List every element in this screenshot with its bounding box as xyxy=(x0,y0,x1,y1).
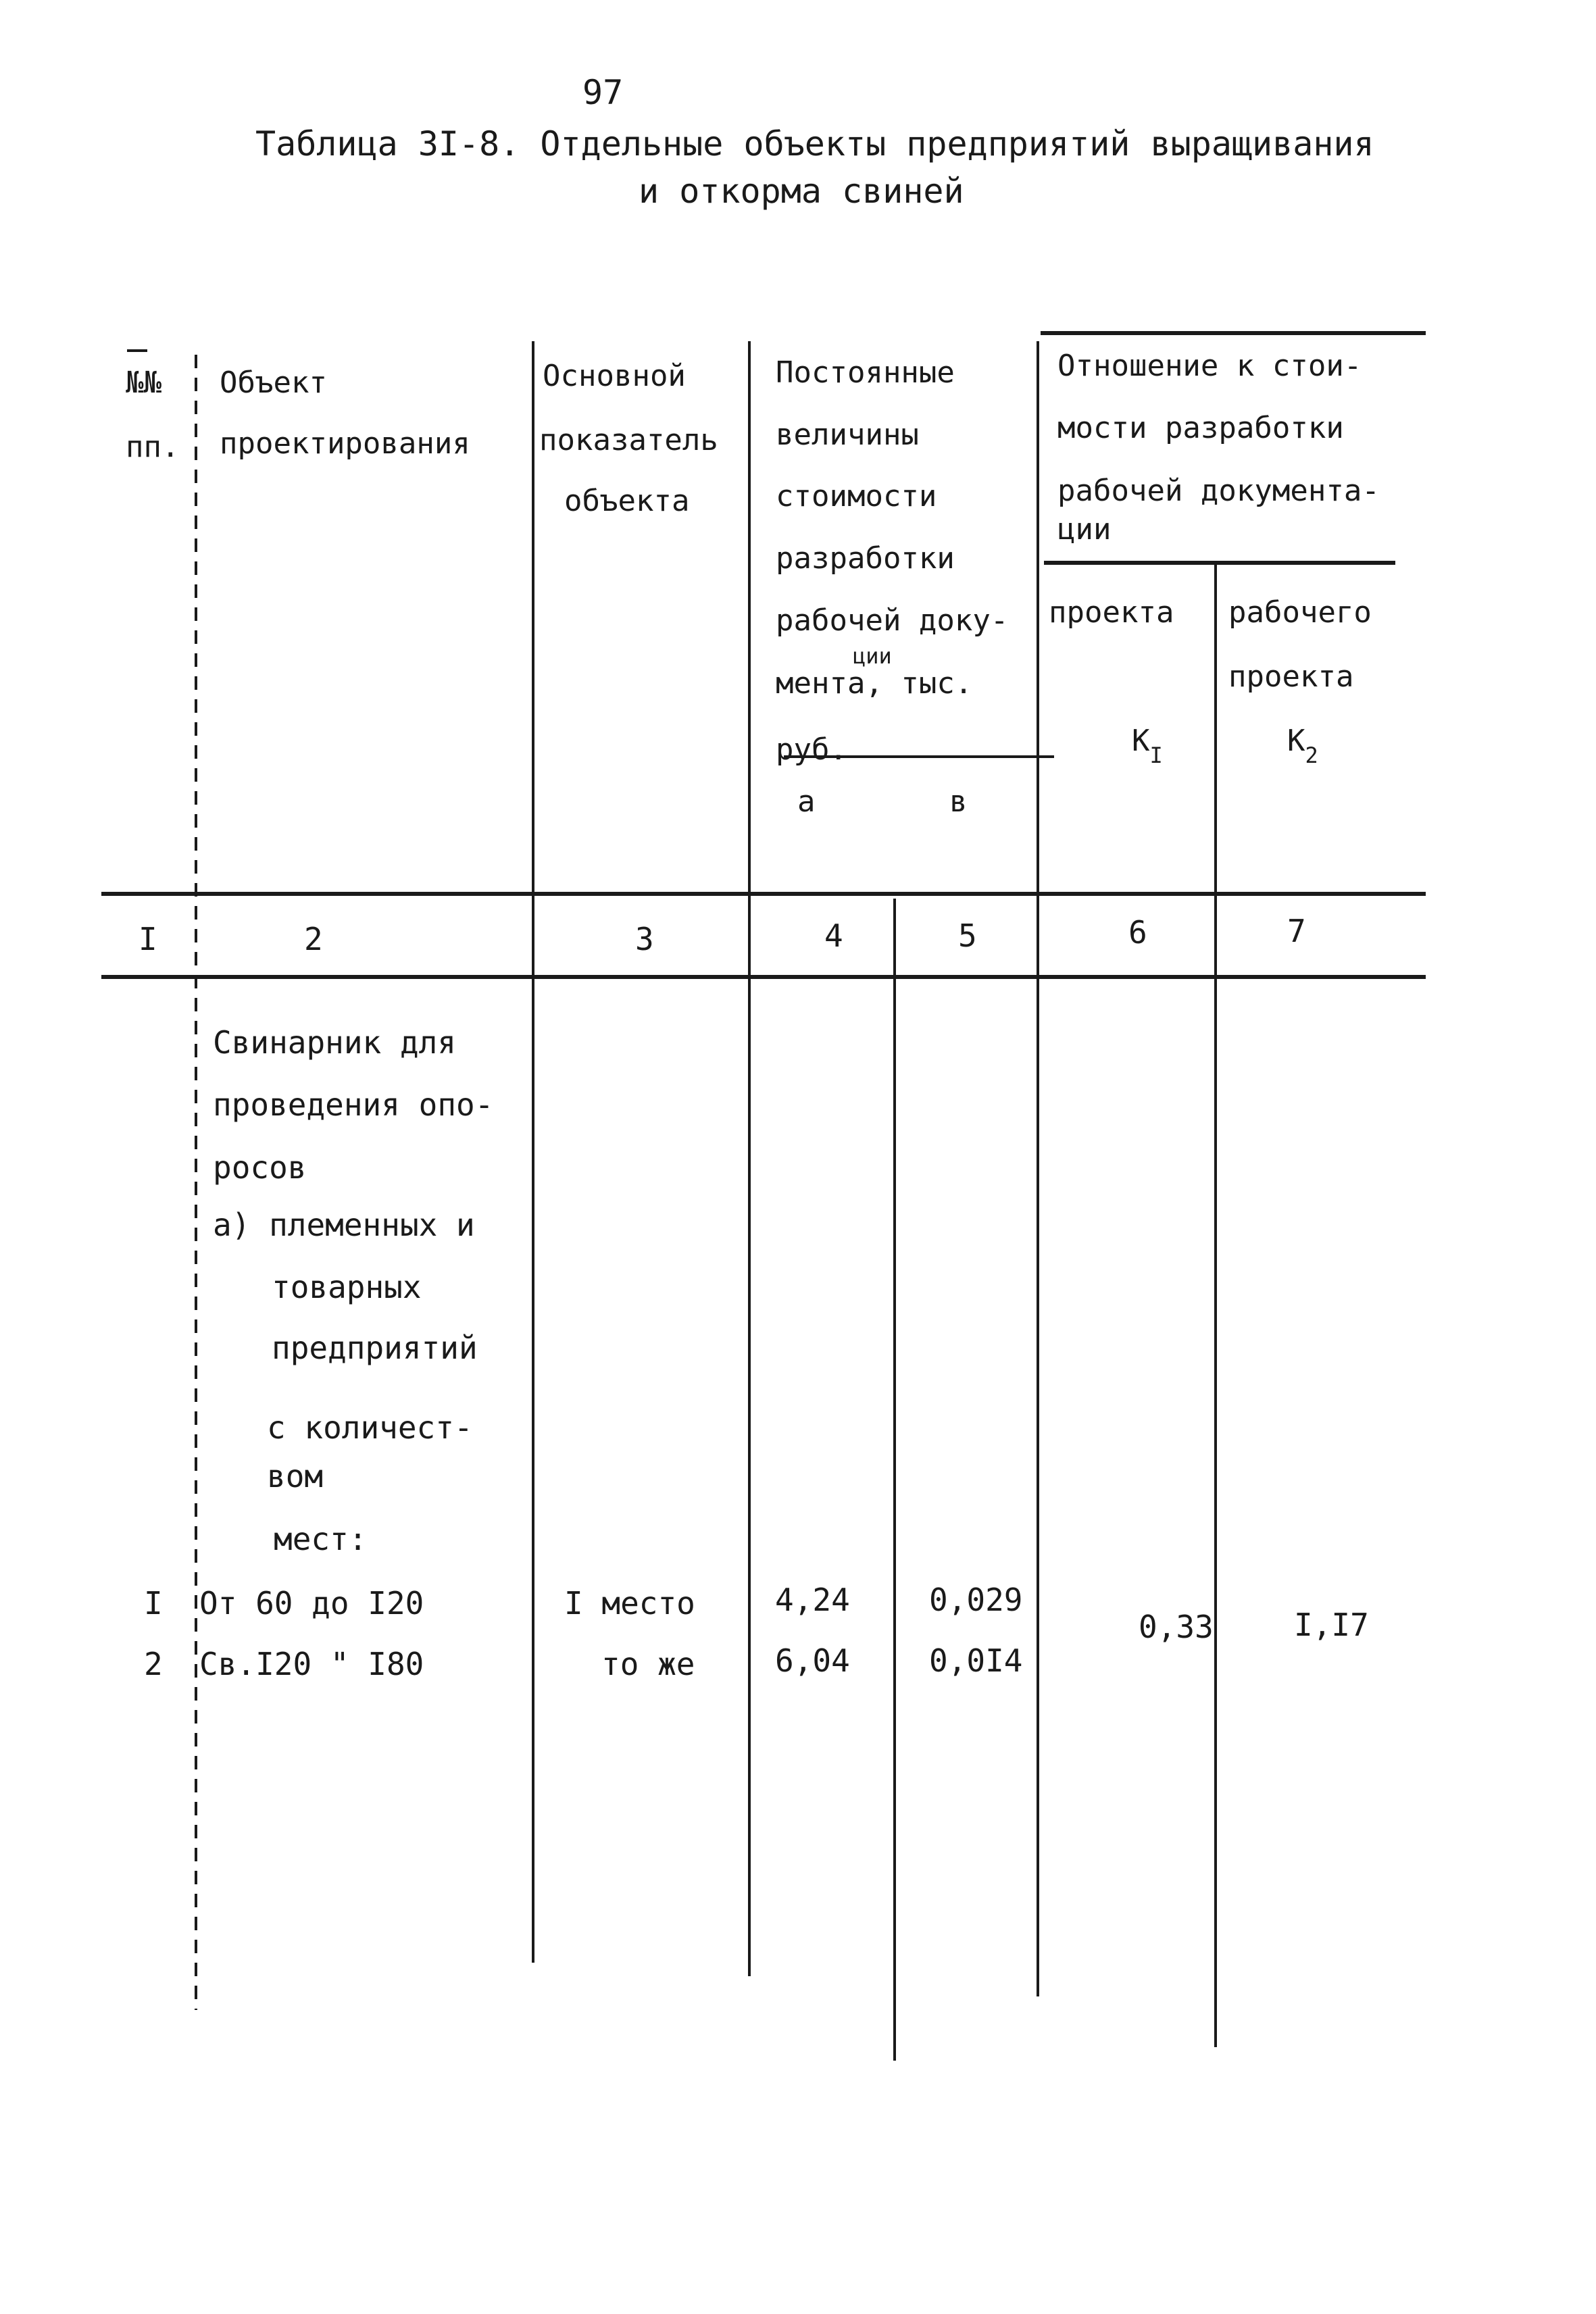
row1-number: I xyxy=(144,1585,163,1621)
row2-indicator: то же xyxy=(601,1646,695,1682)
header-constant-line3: стоимости xyxy=(776,479,937,513)
row1-object: От 60 до I20 xyxy=(199,1585,424,1621)
header-num-line2: пп. xyxy=(126,430,180,464)
column-number-1: I xyxy=(139,921,157,957)
header-object-line1: Объект xyxy=(220,366,327,400)
group-description-line6: предприятий xyxy=(272,1330,478,1366)
header-project: проекта xyxy=(1049,595,1174,630)
col3-col4-divider xyxy=(748,341,751,1976)
header-constant-line6: мента, тыс. xyxy=(776,666,973,701)
header-constant-line7: руб. xyxy=(776,732,847,767)
row2-object: Св.I20 " I80 xyxy=(199,1646,424,1682)
header-col5-sub: в xyxy=(949,784,968,819)
row1-value-b: 0,029 xyxy=(929,1582,1023,1618)
top-rule-left xyxy=(127,349,147,352)
group-description-line3: росов xyxy=(213,1149,307,1186)
column-numbers-bottom-rule xyxy=(101,975,1426,979)
page-number: 97 xyxy=(582,73,624,112)
table-title-line1: Таблица 3I-8. Отдельные объекты предприятий выращивания xyxy=(255,124,1374,164)
top-rule xyxy=(1041,331,1426,335)
header-bottom-rule xyxy=(101,892,1426,896)
row2-value-a: 6,04 xyxy=(775,1642,850,1679)
header-ratio-line2: мости разработки xyxy=(1057,411,1344,445)
header-object-line2: проектирования xyxy=(220,426,470,461)
group-description-line4: а) племенных и xyxy=(213,1207,475,1243)
row1-indicator: I место xyxy=(564,1585,695,1621)
header-indicator-line1: Основной xyxy=(543,359,686,393)
header-k2: $К_2$ xyxy=(1287,724,1318,768)
row2-value-b: 0,0I4 xyxy=(929,1642,1023,1679)
row1-value-a: 4,24 xyxy=(775,1582,850,1618)
k2-value: I,I7 xyxy=(1294,1607,1369,1643)
group-description-line1: Свинарник для xyxy=(213,1024,457,1061)
k1-value: 0,33 xyxy=(1139,1609,1214,1645)
header-constant-correction: ции xyxy=(853,643,892,669)
col67-subheader-rule xyxy=(1044,561,1395,565)
header-constant-line1: Постоянные xyxy=(776,355,955,390)
group-description-line7: с количест- xyxy=(267,1409,473,1446)
col2-col3-divider xyxy=(532,341,534,1963)
column-number-5: 5 xyxy=(958,917,977,954)
table-title-line2: и откорма свиней xyxy=(639,172,964,211)
header-indicator-line3: объекта xyxy=(564,484,690,518)
header-working-project-line1: рабочего xyxy=(1228,595,1372,630)
col1-col2-divider xyxy=(195,355,197,2010)
col5-col6-divider xyxy=(1037,341,1039,1996)
header-indicator-line2: показатель xyxy=(539,423,718,457)
header-constant-line4: разработки xyxy=(776,541,955,576)
group-description-line9: мест: xyxy=(274,1521,368,1557)
header-k1: $К_I$ xyxy=(1132,724,1163,768)
col6-col7-divider xyxy=(1214,564,1217,2047)
column-number-2: 2 xyxy=(304,921,323,957)
header-working-project-line2: проекта xyxy=(1228,659,1354,694)
header-constant-line2: величины xyxy=(776,418,919,452)
header-ratio-line3: рабочей документа- xyxy=(1057,474,1380,508)
header-ratio-line4: ции xyxy=(1057,512,1112,547)
row2-number: 2 xyxy=(144,1646,163,1682)
column-number-6: 6 xyxy=(1128,914,1147,951)
group-description-line5: товарных xyxy=(272,1269,422,1305)
header-num-line1: №№ xyxy=(126,366,161,400)
group-description-line8: вом xyxy=(267,1458,324,1494)
header-col4-sub: а xyxy=(797,784,816,819)
column-number-3: 3 xyxy=(635,921,654,957)
col4-col5-divider xyxy=(893,899,896,2061)
column-number-4: 4 xyxy=(824,917,843,954)
column-number-7: 7 xyxy=(1287,913,1306,949)
group-description-line2: проведения опо- xyxy=(213,1086,494,1123)
header-constant-line5: рабочей доку- xyxy=(776,603,1009,638)
header-ratio-line1: Отношение к стои- xyxy=(1057,349,1362,383)
